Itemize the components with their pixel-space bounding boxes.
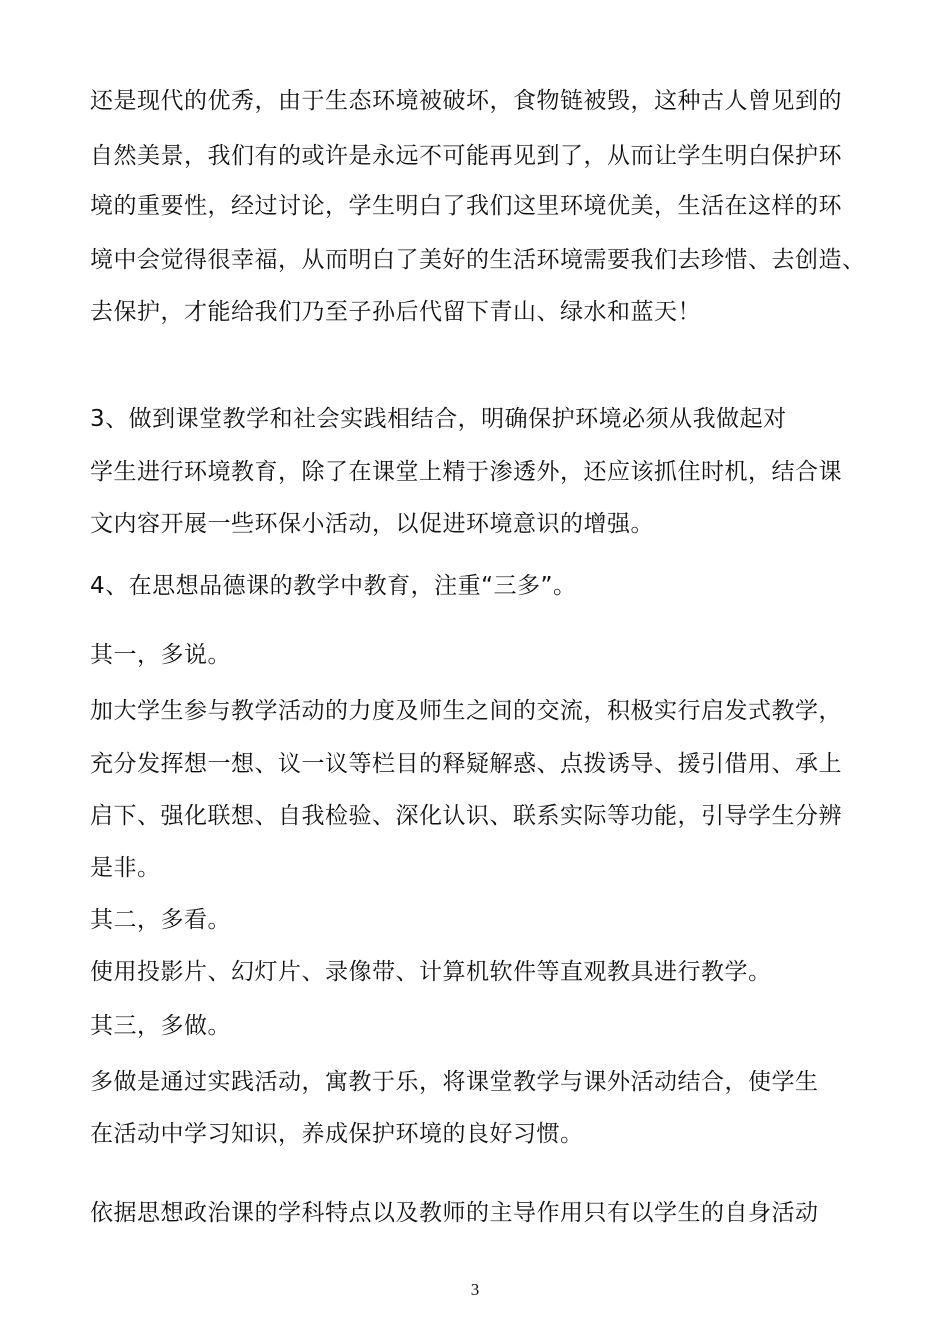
text-line: 使用投影片、幻灯片、录像带、计算机软件等直观教具进行教学。 xyxy=(90,959,772,985)
text-line: 还是现代的优秀，由于生态环境被破坏，食物链被毁，这种古人曾见到的 xyxy=(90,88,842,114)
text-line: 文内容开展一些环保小活动，以促进环境意识的增强。 xyxy=(90,511,654,537)
text-line: 多做是通过实践活动，寓教于乐，将课堂教学与课外活动结合，使学生 xyxy=(90,1069,819,1095)
text-line: 去保护，才能给我们乃至子孙后代留下青山、绿水和蓝天！ xyxy=(90,299,701,325)
text-line: 3、做到课堂教学和社会实践相结合，明确保护环境必须从我做起对 xyxy=(90,406,787,432)
text-line: 是非。 xyxy=(90,855,161,881)
text-line: 充分发挥想一想、议一议等栏目的释疑解惑、点拨诱导、援引借用、承上 xyxy=(90,751,842,777)
text-line: 依据思想政治课的学科特点以及教师的主导作用只有以学生的自身活动 xyxy=(90,1200,819,1226)
text-line: 境的重要性，经过讨论，学生明白了我们这里环境优美，生活在这样的环 xyxy=(90,193,842,219)
text-line: 境中会觉得很幸福，从而明白了美好的生活环境需要我们去珍惜、去创造、 xyxy=(90,247,866,273)
text-line: 启下、强化联想、自我检验、深化认识、联系实际等功能，引导学生分辨 xyxy=(90,803,842,829)
text-line: 自然美景，我们有的或许是永远不可能再见到了，从而让学生明白保护环 xyxy=(90,143,842,169)
text-line: 其二，多看。 xyxy=(90,907,231,933)
text-line: 其三，多做。 xyxy=(90,1013,231,1039)
text-line: 在活动中学习知识，养成保护环境的良好习惯。 xyxy=(90,1121,584,1147)
text-line: 加大学生参与教学活动的力度及师生之间的交流，积极实行启发式教学， xyxy=(90,698,842,724)
text-line: 4、在思想品德课的教学中教育，注重“三多”。 xyxy=(90,573,577,599)
text-line: 其一，多说。 xyxy=(90,642,231,668)
text-line: 学生进行环境教育，除了在课堂上精于渗透外，还应该抓住时机，结合课 xyxy=(90,459,842,485)
page-number: 3 xyxy=(470,1280,480,1299)
